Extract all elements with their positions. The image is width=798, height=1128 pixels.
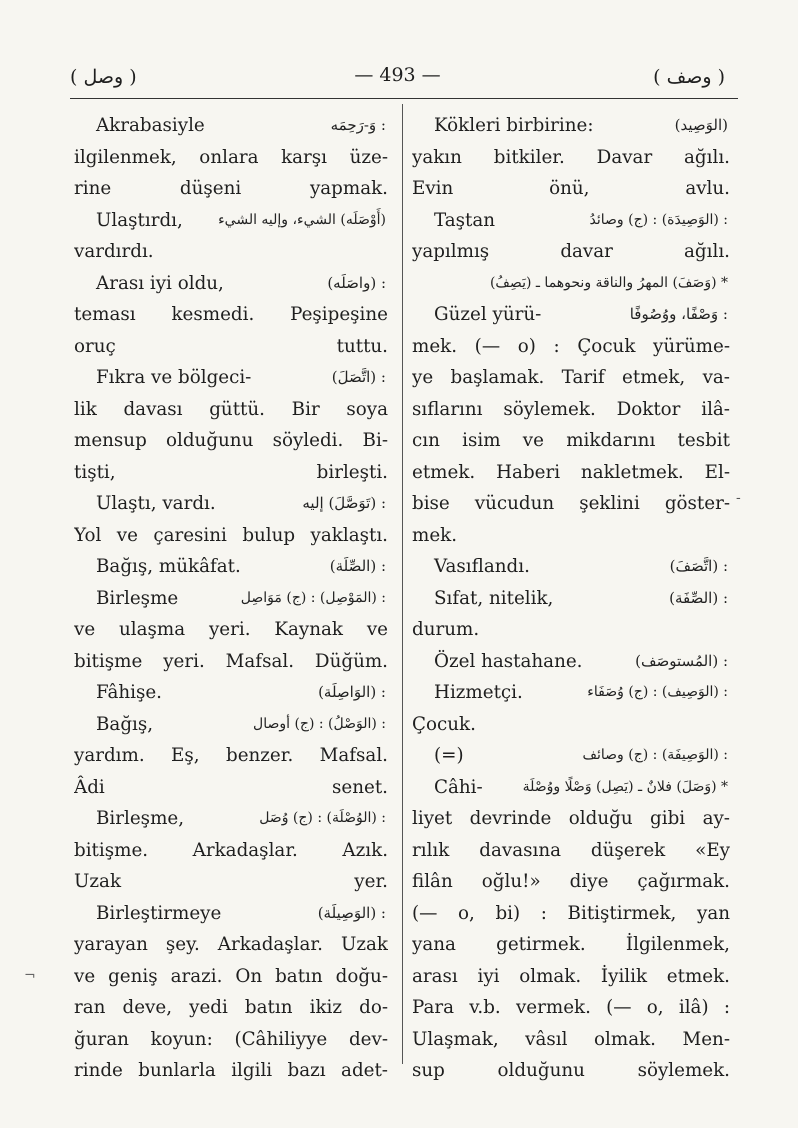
left-column [74, 110, 388, 1087]
arabic-headword: : (واصَلَه) [327, 273, 386, 292]
entry-line [412, 898, 730, 930]
entry-text: ve ulaşma yeri. Kaynak ve [74, 619, 388, 640]
entry-line [74, 142, 388, 174]
arabic-headword: : (الصِّلَة) [329, 557, 386, 575]
entry-text: lik davası güttü. Bir soya [74, 398, 388, 420]
entry-line [74, 677, 388, 709]
entry-text: liyet devrinde olduğu gibi ay- [412, 808, 730, 829]
entry-text: sıflarını söylemek. Doktor ilâ- [412, 398, 730, 420]
entry-line [412, 1024, 730, 1056]
entry-text: yardım. Eş, benzer. Mafsal. [74, 745, 388, 766]
entry-text: ilgilenmek, onlara karşı üze- [74, 146, 388, 168]
entry-line [412, 551, 730, 583]
entry-line [412, 236, 730, 268]
entry-line [74, 173, 388, 205]
entry-text: Birleşme, [96, 808, 185, 829]
entry-line [74, 583, 388, 615]
arabic-headword: : (الوُصْلَة) : (ج) وُصَل [259, 810, 386, 826]
entry-line [74, 425, 388, 457]
entry-line [412, 740, 730, 772]
arabic-headword: : (تَوَصَّلَ) إليه [302, 494, 386, 512]
entry-text: Hizmetçi. [434, 682, 523, 703]
entry-line [74, 929, 388, 961]
entry-line [74, 488, 388, 520]
entry-text: oruç tuttu. [74, 335, 388, 357]
entry-text: Taştan [434, 209, 496, 231]
right-column [412, 110, 730, 1087]
entry-text: Bağış, mükâfat. [96, 556, 241, 577]
entry-text: Özel hastahane. [434, 650, 583, 672]
entry-text: bitişme yeri. Mafsal. Düğüm. [74, 650, 388, 672]
entry-line [74, 1024, 388, 1056]
entry-line [412, 835, 730, 867]
entry-text: ğuran koyun: (Câhiliyye dev- [74, 1028, 388, 1050]
entry-text: mensup olduğunu söyledi. Bi- [74, 430, 388, 451]
entry-text: Kökleri birbirine: [434, 115, 594, 136]
entry-line [74, 835, 388, 867]
entry-line [412, 992, 730, 1024]
entry-line [74, 520, 388, 552]
arabic-headword: * (وَصَلَ) فلانٌ ـ (يَصِل) وَصْلًا ووُصْلَة [522, 778, 728, 795]
entry-text: Ulaşmak, vâsıl olmak. Men- [412, 1028, 730, 1050]
entry-text: ve geniş arazi. On batın doğu- [74, 965, 388, 987]
entry-line [412, 803, 730, 835]
entry-line [74, 992, 388, 1024]
entry-text: bitişme. Arkadaşlar. Azık. [74, 839, 388, 861]
entry-text: Uzak yer. [74, 871, 388, 892]
entry-line [74, 331, 388, 363]
entry-text: Câhi- [434, 776, 483, 798]
entry-text: yana getirmek. İlgilenmek, [412, 934, 730, 955]
entry-text: cın isim ve mikdarını tesbit [412, 430, 730, 451]
entry-line [412, 268, 730, 300]
arabic-headword: : (المُستوصَف) [635, 651, 728, 670]
entry-line [412, 488, 730, 520]
entry-text: teması kesmedi. Peşipeşine [74, 304, 388, 325]
entry-line [412, 457, 730, 489]
entry-text: Ulaştırdı, [96, 209, 183, 231]
entry-line [74, 961, 388, 993]
entry-text: mek. (— o) : Çocuk yürüme- [412, 335, 730, 357]
entry-line [74, 1055, 388, 1087]
entry-text: tişti, birleşti. [74, 461, 388, 483]
left-edge-mark: ¬ [24, 968, 36, 984]
entry-text: rılık davasına düşerek «Ey [412, 839, 730, 861]
entry-line [74, 866, 388, 898]
arabic-headword: : وَ-رَحِمَه [330, 116, 386, 134]
entry-line [412, 583, 730, 615]
entry-line [412, 929, 730, 961]
entry-text: sup olduğunu söylemek. [412, 1060, 730, 1081]
entry-text: (=) [434, 745, 464, 766]
entry-line [412, 362, 730, 394]
header-right-keyword: ( وصف ) [653, 66, 725, 88]
arabic-headword: (الوَصِيد) [674, 116, 728, 134]
entry-line [412, 772, 730, 804]
entry-line [74, 394, 388, 426]
entry-line [74, 268, 388, 300]
arabic-headword: (أَوْصَلَه) الشيء، وإليه الشيء [218, 211, 386, 228]
entry-text: etmek. Haberi nakletmek. El- [412, 461, 730, 483]
page-number: — 493 — [354, 64, 441, 86]
header-rule [70, 98, 738, 99]
entry-text: Âdi senet. [74, 776, 388, 798]
entry-line [412, 142, 730, 174]
entry-line [412, 425, 730, 457]
entry-text: ran deve, yedi batın ikiz do- [74, 997, 388, 1018]
entry-text: arası iyi olmak. İyilik etmek. [412, 965, 730, 987]
entry-text: Ulaştı, vardı. [96, 493, 216, 514]
entry-text: Çocuk. [412, 713, 476, 735]
entry-line [412, 1055, 730, 1087]
entry-line [74, 205, 388, 237]
entry-line [412, 110, 730, 142]
entry-line [412, 299, 730, 331]
entry-text: Evin önü, avlu. [412, 178, 730, 199]
arabic-headword: : (الوَاصِلَة) [318, 683, 386, 701]
entry-line [74, 772, 388, 804]
entry-line [74, 614, 388, 646]
entry-line [74, 709, 388, 741]
column-divider [402, 104, 403, 1064]
entry-line [74, 236, 388, 268]
entry-line [74, 362, 388, 394]
arabic-headword: : (المَوْصِل) : (ج) مَوَاصِل [240, 589, 386, 606]
entry-line [412, 520, 730, 552]
entry-text: Birleştirmeye [96, 902, 222, 924]
entry-text: bise vücudun şeklini göster- [412, 493, 730, 514]
entry-text: filân oğlu!» diye çağırmak. [412, 871, 730, 892]
entry-text: rine düşeni yapmak. [74, 178, 388, 199]
entry-line [412, 709, 730, 741]
page-header [70, 60, 725, 94]
entry-text: yarayan şey. Arkadaşlar. Uzak [74, 934, 388, 955]
entry-text: Vasıflandı. [434, 556, 530, 577]
arabic-headword: : (اتَّصَلَ) [331, 368, 386, 386]
entry-line [412, 331, 730, 363]
entry-line [412, 866, 730, 898]
arabic-headword: : (الوَصِيفَة) : (ج) وصائف [582, 747, 728, 763]
entry-line [74, 740, 388, 772]
entry-line [412, 173, 730, 205]
entry-text: Güzel yürü- [434, 304, 542, 325]
entry-text: Fâhişe. [96, 682, 162, 703]
entry-line [412, 961, 730, 993]
entry-text: vardırdı. [74, 241, 154, 262]
entry-line [412, 394, 730, 426]
arabic-headword: : (الوَصْلُ) : (ج) أوصال [253, 715, 386, 732]
entry-text: Arası iyi oldu, [96, 272, 224, 294]
entry-line [412, 677, 730, 709]
entry-line [412, 205, 730, 237]
entry-text: mek. [412, 524, 458, 546]
header-left-keyword: ( وصل ) [70, 66, 137, 88]
entry-line [74, 646, 388, 678]
arabic-headword: : وَصْفًا، ووُصُوفًا [629, 305, 728, 323]
arabic-headword: : (اتَّصَفَ) [669, 557, 728, 575]
arabic-headword: * (وَصَفَ) المهرُ والناقة ونحوهما ـ (يَصِفُ) [489, 274, 728, 291]
arabic-headword: : (الصِّفَة) [669, 588, 728, 607]
entry-text: Sıfat, nitelik, [434, 587, 554, 609]
entry-text: Akrabasiyle [96, 115, 205, 136]
entry-line [74, 110, 388, 142]
entry-text: rinde bunlarla ilgili bazı adet- [74, 1060, 388, 1081]
arabic-headword: : (الوَصِيدَة) : (ج) وصائدُ [589, 211, 728, 228]
arabic-headword: : (الوَصِيف) : (ج) وُصَفَاء [587, 684, 728, 700]
entry-text: yakın bitkiler. Davar ağılı. [412, 146, 730, 168]
right-edge-mark: - [736, 490, 741, 506]
entry-line [412, 614, 730, 646]
entry-text: (— o, bi) : Bitiştirmek, yan [412, 902, 730, 924]
entry-text: yapılmış davar ağılı. [412, 241, 730, 262]
entry-text: Birleşme [96, 587, 179, 609]
entry-line [412, 646, 730, 678]
entry-text: Fıkra ve bölgeci- [96, 367, 252, 388]
entry-line [74, 898, 388, 930]
entry-text: Yol ve çaresini bulup yaklaştı. [74, 524, 388, 546]
entry-text: durum. [412, 619, 480, 640]
entry-text: Bağış, [96, 713, 154, 735]
entry-text: Para v.b. vermek. (— o, ilâ) : [412, 997, 730, 1018]
entry-text: ye başlamak. Tarif etmek, va- [412, 367, 730, 388]
entry-line [74, 299, 388, 331]
entry-line [74, 551, 388, 583]
entry-line [74, 457, 388, 489]
entry-line [74, 803, 388, 835]
arabic-headword: : (الوَصِيلَة) [317, 903, 386, 922]
